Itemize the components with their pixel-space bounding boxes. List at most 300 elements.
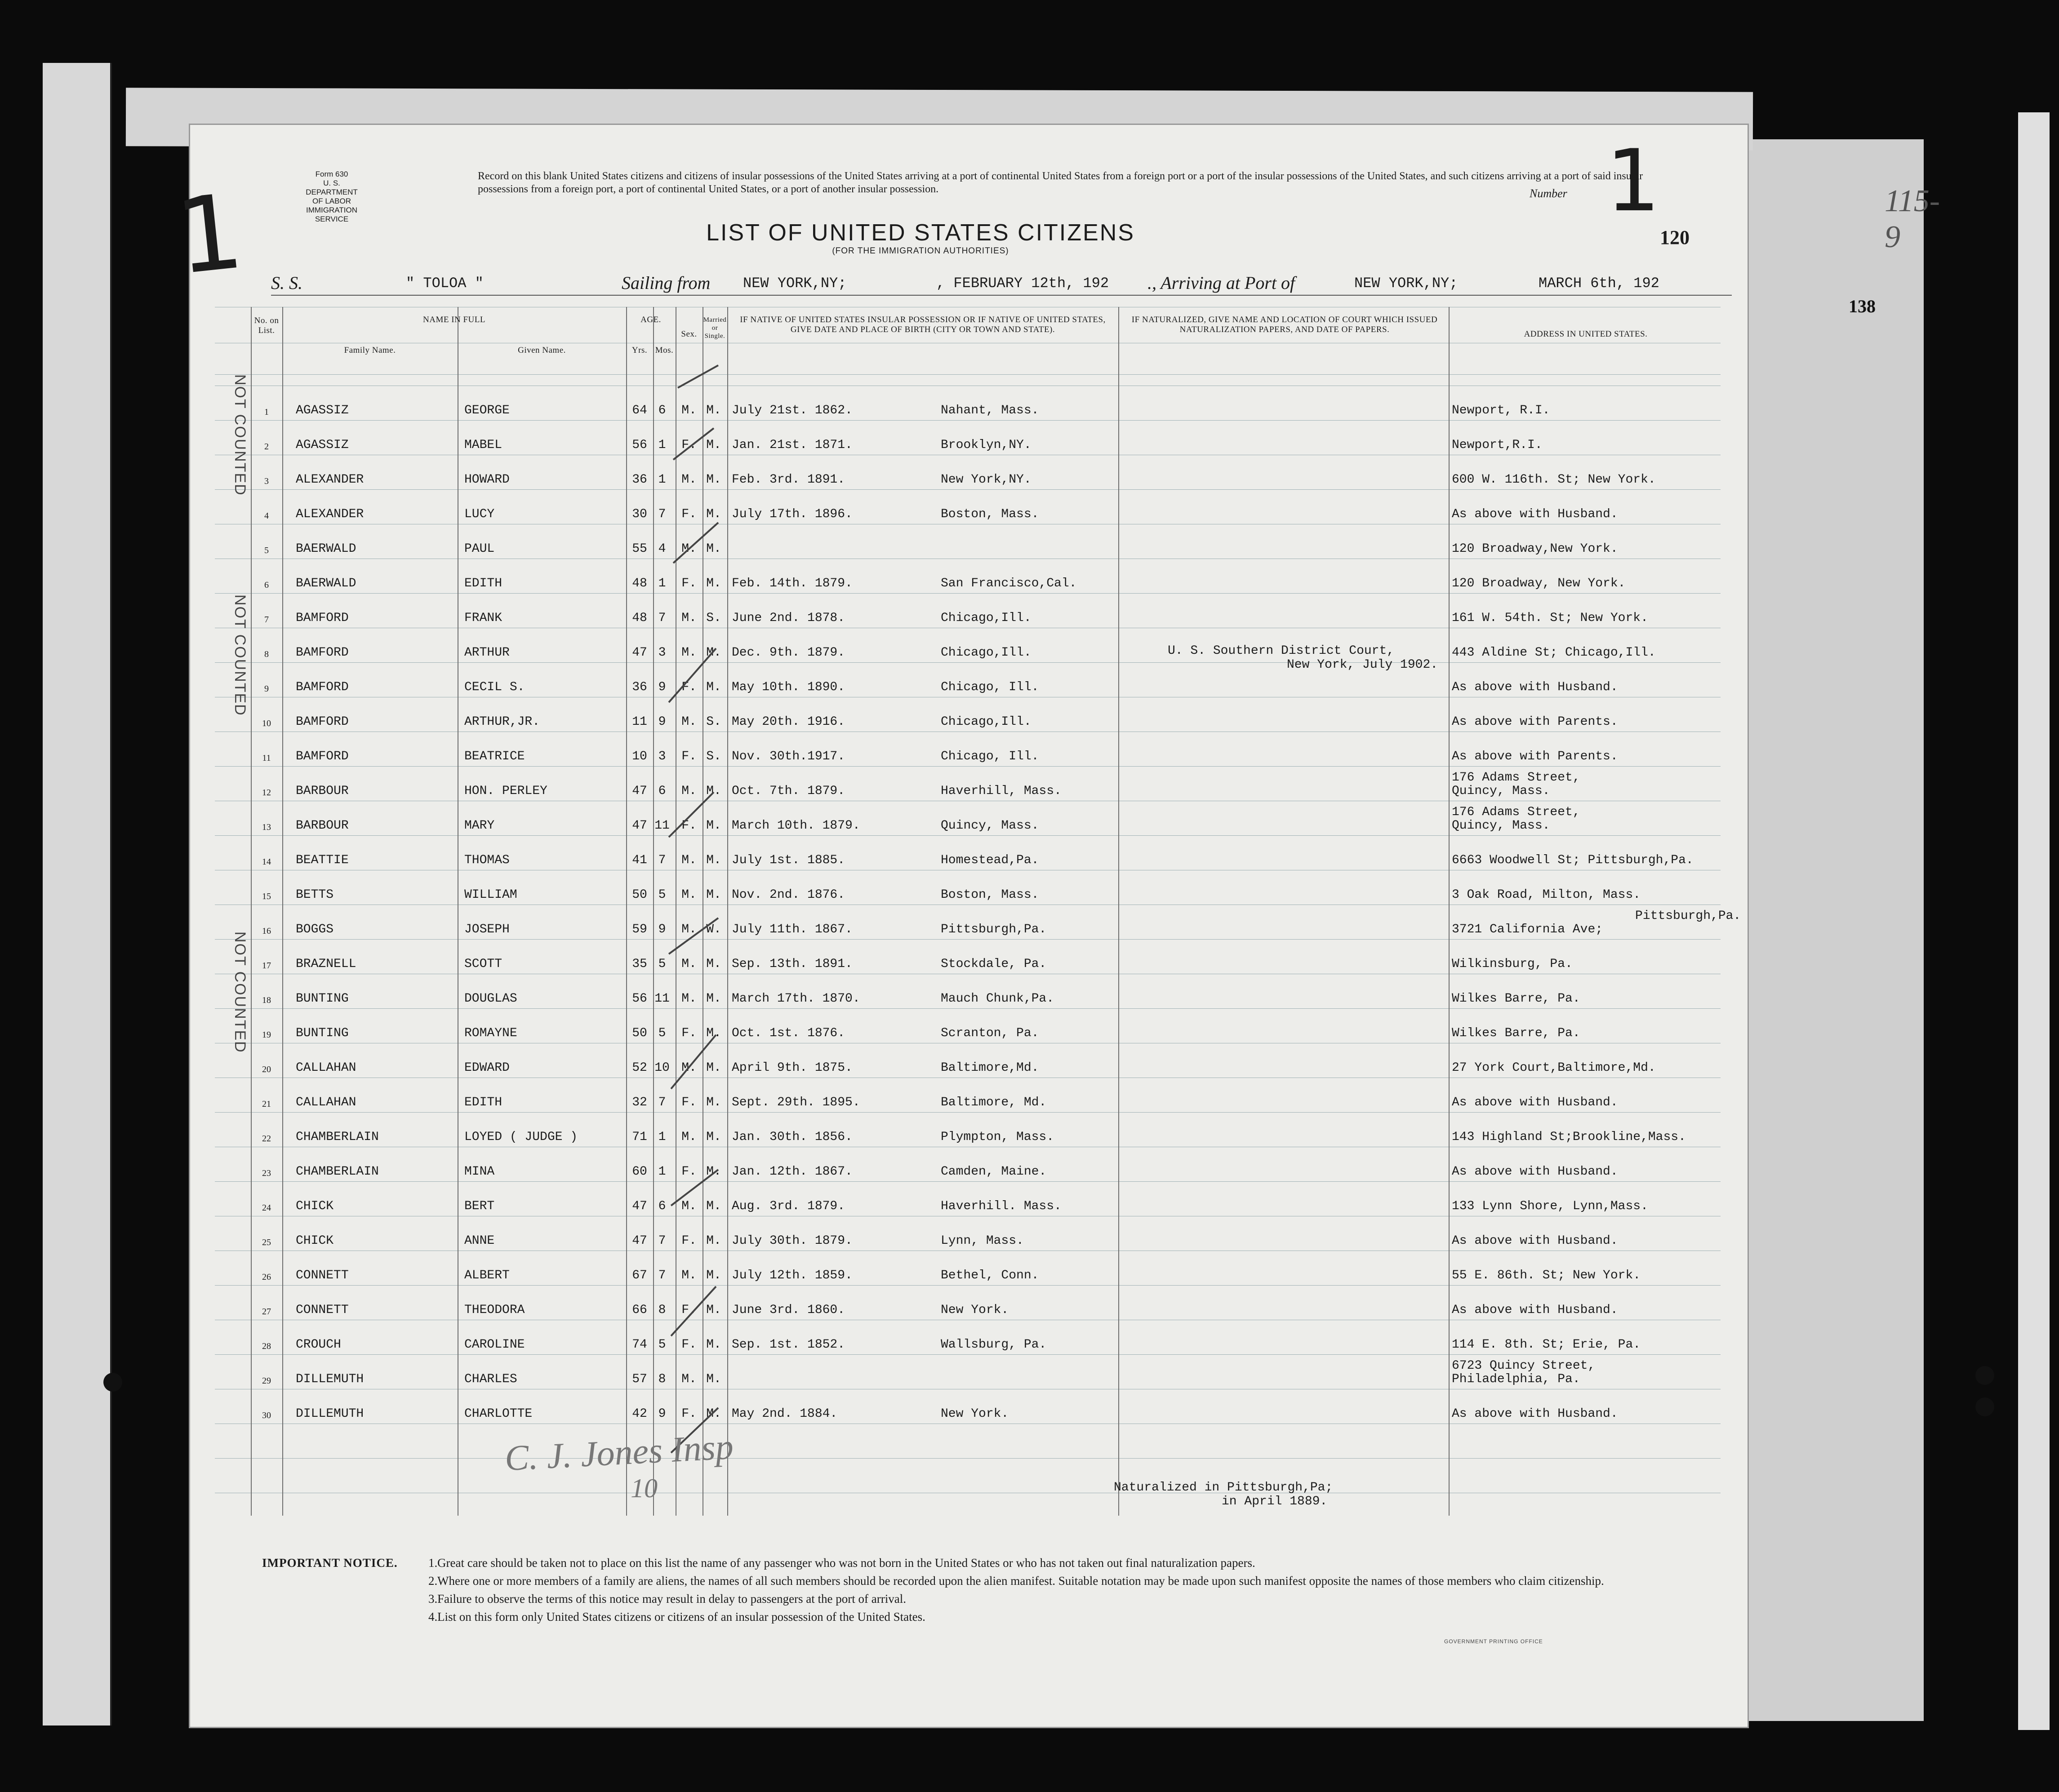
sex: F. xyxy=(681,1096,697,1109)
age-years: 11 xyxy=(632,715,647,729)
birth-place: Baltimore, Md. xyxy=(941,1096,1047,1109)
family-name: CALLAHAN xyxy=(296,1061,356,1075)
age-months: 1 xyxy=(658,438,666,452)
given-name: DOUGLAS xyxy=(464,992,517,1006)
header-no-on-list: No. on List. xyxy=(254,316,279,335)
naturalization-note xyxy=(1168,644,1438,672)
given-name: JOSEPH xyxy=(464,923,510,936)
birth-date: Sep. 13th. 1891. xyxy=(732,957,853,971)
given-name: CAROLINE xyxy=(464,1338,525,1352)
given-name: HON. PERLEY xyxy=(464,784,547,798)
given-name: HOWARD xyxy=(464,473,510,487)
us-address: Newport,R.I. xyxy=(1452,438,1543,452)
sex: F. xyxy=(681,750,697,763)
birth-place: Pittsburgh,Pa. xyxy=(941,923,1047,936)
table-row xyxy=(215,559,1721,593)
row-number: 22 xyxy=(262,1134,271,1144)
table-row xyxy=(215,1008,1721,1043)
sex: F. xyxy=(681,680,697,694)
us-address: 3 Oak Road, Milton, Mass. xyxy=(1452,888,1641,902)
us-address: As above with Parents. xyxy=(1452,715,1618,729)
birth-place: Baltimore,Md. xyxy=(941,1061,1039,1075)
us-address: Quincy, Mass. xyxy=(1452,784,1550,798)
not-counted-stamp: NOT COUNTED xyxy=(231,594,249,716)
given-name: ARTHUR xyxy=(464,646,510,660)
marital-status: M. xyxy=(706,1407,721,1421)
family-name: BARBOUR xyxy=(296,819,349,833)
binding-hole xyxy=(103,1373,122,1392)
notice-heading: IMPORTANT NOTICE. xyxy=(262,1556,398,1570)
birth-date: May 2nd. 1884. xyxy=(732,1407,838,1421)
birth-date: Feb. 14th. 1879. xyxy=(732,577,853,590)
us-address-line-1: 176 Adams Street, xyxy=(1452,771,1580,785)
given-name: MARY xyxy=(464,819,495,833)
age-months: 8 xyxy=(658,1372,666,1386)
birth-place: New York,NY. xyxy=(941,473,1032,487)
table-row xyxy=(215,766,1721,801)
birth-date: Sep. 1st. 1852. xyxy=(732,1338,845,1352)
us-address: 3721 California Ave; xyxy=(1452,923,1603,936)
given-name: ANNE xyxy=(464,1234,495,1248)
family-name: BEATTIE xyxy=(296,853,349,867)
sex: F. xyxy=(681,1303,697,1317)
given-name: LUCY xyxy=(464,507,495,521)
table-row xyxy=(215,1320,1721,1354)
marital-status: M. xyxy=(706,542,721,556)
age-years: 36 xyxy=(632,680,647,694)
birth-date: March 17th. 1870. xyxy=(732,992,860,1006)
notice-item-text: Where one or more members of a family are aliens, the names of all such members should be recorded upon the alien manifest. Suitable notation may be made upon such manifest opposite the names of those members who claim citizenship. xyxy=(437,1574,1604,1588)
age-months: 10 xyxy=(654,1061,670,1075)
table-row xyxy=(215,1354,1721,1389)
us-address: Quincy, Mass. xyxy=(1452,819,1550,833)
given-name: SCOTT xyxy=(464,957,503,971)
family-name: BAMFORD xyxy=(296,611,349,625)
table-row xyxy=(215,1251,1721,1285)
family-name: BAMFORD xyxy=(296,715,349,729)
age-years: 41 xyxy=(632,853,647,867)
row-number: 3 xyxy=(264,476,269,486)
page-number-secondary: 138 xyxy=(1849,296,1876,316)
given-name: THOMAS xyxy=(464,853,510,867)
birth-place: San Francisco,Cal. xyxy=(941,577,1077,590)
naturalization-note-line: Naturalized in Pittsburgh,Pa; xyxy=(1114,1481,1333,1495)
family-name: DILLEMUTH xyxy=(296,1372,364,1386)
birth-place: Haverhill. Mass. xyxy=(941,1199,1062,1213)
sex: F. xyxy=(681,1165,697,1179)
age-months: 8 xyxy=(658,1303,666,1317)
age-months: 1 xyxy=(658,1165,666,1179)
us-address: As above with Husband. xyxy=(1452,1234,1618,1248)
birth-place: Chicago,Ill. xyxy=(941,611,1032,625)
notice-item xyxy=(262,1608,1723,1626)
given-name: GEORGE xyxy=(464,404,510,417)
family-name: BUNTING xyxy=(296,992,349,1006)
table-row xyxy=(215,1043,1721,1078)
birth-date: May 10th. 1890. xyxy=(732,680,845,694)
table-row xyxy=(215,974,1721,1008)
row-number: 11 xyxy=(262,753,271,763)
row-number: 23 xyxy=(262,1168,271,1178)
marital-status: M. xyxy=(706,819,721,833)
sex: M. xyxy=(681,473,697,487)
family-name: CHAMBERLAIN xyxy=(296,1130,379,1144)
row-number: 28 xyxy=(262,1341,271,1351)
age-years: 48 xyxy=(632,611,647,625)
table-row xyxy=(215,732,1721,766)
header-age: AGE. xyxy=(640,315,661,324)
sex: M. xyxy=(681,1199,697,1213)
table-row xyxy=(215,524,1721,559)
birth-date: July 1st. 1885. xyxy=(732,853,845,867)
row-number: 27 xyxy=(262,1307,271,1317)
table-row xyxy=(215,1078,1721,1112)
us-address: 600 W. 116th. St; New York. xyxy=(1452,473,1656,487)
table-row xyxy=(215,628,1721,662)
family-name: BAMFORD xyxy=(296,680,349,694)
inspector-signature: C. J. Jones Insp xyxy=(504,1427,734,1479)
age-months: 6 xyxy=(658,404,666,417)
ship-name: " TOLOA " xyxy=(406,275,484,292)
us-address: As above with Parents. xyxy=(1452,750,1618,763)
family-name: CALLAHAN xyxy=(296,1096,356,1109)
birth-date: Nov. 2nd. 1876. xyxy=(732,888,845,902)
arriving-label: ., Arriving at Port of xyxy=(1147,273,1295,293)
sex: M. xyxy=(681,646,697,660)
ruled-line xyxy=(215,374,1721,375)
row-number: 15 xyxy=(262,892,271,901)
family-name: CONNETT xyxy=(296,1303,349,1317)
age-months: 7 xyxy=(658,507,666,521)
age-months: 3 xyxy=(658,750,666,763)
row-number: 20 xyxy=(262,1065,271,1074)
marital-status: M. xyxy=(706,473,721,487)
age-months: 9 xyxy=(658,1407,666,1421)
age-years: 59 xyxy=(632,923,647,936)
given-name: BERT xyxy=(464,1199,495,1213)
sex: M. xyxy=(681,923,697,936)
background-page-right xyxy=(1744,139,1924,1721)
sex: F. xyxy=(681,1234,697,1248)
ruled-line xyxy=(215,1458,1721,1459)
row-number: 5 xyxy=(264,546,269,555)
sex: F. xyxy=(681,438,697,452)
service-name: IMMIGRATION SERVICE xyxy=(306,206,357,223)
family-name: CHICK xyxy=(296,1234,334,1248)
us-address: 55 E. 86th. St; New York. xyxy=(1452,1269,1641,1282)
us-address: As above with Husband. xyxy=(1452,1407,1618,1421)
birth-date: June 2nd. 1878. xyxy=(732,611,845,625)
naturalization-note-line: New York, July 1902. xyxy=(1287,658,1438,672)
us-address: Philadelphia, Pa. xyxy=(1452,1372,1580,1386)
row-number: 1 xyxy=(264,407,269,417)
birth-date: July 21st. 1862. xyxy=(732,404,853,417)
family-name: CHICK xyxy=(296,1199,334,1213)
given-name: LOYED ( JUDGE ) xyxy=(464,1130,578,1144)
row-number: 17 xyxy=(262,961,271,971)
table-row xyxy=(215,905,1741,939)
sex: M. xyxy=(681,957,697,971)
birth-date: Oct. 7th. 1879. xyxy=(732,784,845,798)
family-name: DILLEMUTH xyxy=(296,1407,364,1421)
table-row xyxy=(215,835,1721,870)
given-name: EDWARD xyxy=(464,1061,510,1075)
marital-status: M. xyxy=(706,1269,721,1282)
birth-place: Brooklyn,NY. xyxy=(941,438,1032,452)
sex: M. xyxy=(681,715,697,729)
marital-status: M. xyxy=(706,1338,721,1352)
notice-item-number: 3. xyxy=(428,1592,438,1606)
row-number: 8 xyxy=(264,649,269,659)
notice-item xyxy=(262,1572,1723,1590)
table-row xyxy=(215,593,1721,628)
passenger-table xyxy=(215,307,1741,1516)
marital-status: M. xyxy=(706,853,721,867)
department-name: U. S. DEPARTMENT OF LABOR xyxy=(306,179,358,205)
age-months: 11 xyxy=(654,992,670,1006)
age-years: 35 xyxy=(632,957,647,971)
sex: M. xyxy=(681,888,697,902)
header-months: Mos. xyxy=(655,346,674,355)
naturalization-note-line: in April 1889. xyxy=(1222,1495,1328,1508)
age-months: 6 xyxy=(658,784,666,798)
header-given-name: Given Name. xyxy=(518,346,566,355)
birth-place: New York. xyxy=(941,1407,1009,1421)
birth-place: Stockdale, Pa. xyxy=(941,957,1047,971)
sex: M. xyxy=(681,404,697,417)
age-years: 47 xyxy=(632,784,647,798)
given-name: FRANK xyxy=(464,611,503,625)
family-name: BAMFORD xyxy=(296,646,349,660)
birth-place: Homestead,Pa. xyxy=(941,853,1039,867)
sex: M. xyxy=(681,992,697,1006)
table-row xyxy=(215,489,1721,524)
birth-date: Jan. 21st. 1871. xyxy=(732,438,853,452)
age-years: 50 xyxy=(632,1026,647,1040)
us-address: 120 Broadway,New York. xyxy=(1452,542,1618,556)
age-years: 47 xyxy=(632,819,647,833)
age-years: 47 xyxy=(632,1199,647,1213)
sailing-date: , FEBRUARY 12th, 192 xyxy=(936,275,1109,292)
given-name: WILLIAM xyxy=(464,888,517,902)
age-months: 1 xyxy=(658,473,666,487)
number-value: 1 xyxy=(1606,131,1660,231)
birth-place: Quincy, Mass. xyxy=(941,819,1039,833)
row-number: 18 xyxy=(262,995,271,1005)
table-row xyxy=(215,801,1721,835)
row-number: 29 xyxy=(262,1376,271,1386)
age-years: 47 xyxy=(632,1234,647,1248)
row-number: 4 xyxy=(264,511,269,521)
table-row xyxy=(215,1181,1721,1216)
birth-date: July 11th. 1867. xyxy=(732,923,853,936)
table-row xyxy=(215,1285,1721,1320)
sailing-from-label: Sailing from xyxy=(622,273,711,293)
us-address: 143 Highland St;Brookline,Mass. xyxy=(1452,1130,1686,1144)
sex: M. xyxy=(681,542,697,556)
age-months: 7 xyxy=(658,1096,666,1109)
sex: F. xyxy=(681,1407,697,1421)
us-address: As above with Husband. xyxy=(1452,507,1618,521)
birth-date: May 20th. 1916. xyxy=(732,715,845,729)
age-years: 48 xyxy=(632,577,647,590)
manifest-sheet xyxy=(170,124,1940,1728)
us-address: Wilkinsburg, Pa. xyxy=(1452,957,1573,971)
table-row xyxy=(215,1112,1721,1147)
header-family-name: Family Name. xyxy=(344,346,396,355)
naturalization-note-line: U. S. Southern District Court, xyxy=(1168,644,1395,658)
header-naturalization: IF NATURALIZED, GIVE NAME AND LOCATION OF COURT WHICH ISSUED NATURALIZATION PAPERS, AND DATE OF PAPERS. xyxy=(1131,315,1438,334)
age-years: 52 xyxy=(632,1061,647,1075)
age-years: 30 xyxy=(632,507,647,521)
row-number: 21 xyxy=(262,1099,271,1109)
us-address: 6663 Woodwell St; Pittsburgh,Pa. xyxy=(1452,853,1694,867)
table-row xyxy=(215,420,1721,455)
age-months: 9 xyxy=(658,680,666,694)
birth-place: Haverhill, Mass. xyxy=(941,784,1062,798)
row-number: 9 xyxy=(264,684,269,694)
instructions-text: Record on this blank United States citizens and citizens of insular possessions of the United States arriving at a port of continental United States from a foreign port or a port of the insular possessions of the United States, and such citizens arriving at a port of said insular possessions from a foreign port, a port of continental United States, or a port of another insular possession. xyxy=(478,170,1643,195)
birth-date: April 9th. 1875. xyxy=(732,1061,853,1075)
us-address: 114 E. 8th. St; Erie, Pa. xyxy=(1452,1338,1641,1352)
marital-status: M. xyxy=(706,438,721,452)
marital-status: M. xyxy=(706,507,721,521)
signature-annotation: 10 xyxy=(631,1473,658,1503)
ss-label: S. S. xyxy=(271,273,302,293)
family-name: BAERWALD xyxy=(296,577,356,590)
age-years: 57 xyxy=(632,1372,647,1386)
row-number: 16 xyxy=(262,926,271,936)
header-sex: Sex. xyxy=(681,329,697,339)
age-years: 74 xyxy=(632,1338,647,1352)
birth-date: July 17th. 1896. xyxy=(732,507,853,521)
age-months: 5 xyxy=(658,1026,666,1040)
birth-place: Chicago, Ill. xyxy=(941,680,1039,694)
us-address: 27 York Court,Baltimore,Md. xyxy=(1452,1061,1656,1075)
age-years: 47 xyxy=(632,646,647,660)
us-address-line-1: 6723 Quincy Street, xyxy=(1452,1359,1596,1373)
birth-place: Chicago,Ill. xyxy=(941,646,1032,660)
marital-status: M. xyxy=(706,1234,721,1248)
birth-date: Sept. 29th. 1895. xyxy=(732,1096,860,1109)
table-row xyxy=(215,662,1721,697)
marital-status: M. xyxy=(706,784,721,798)
naturalization-note xyxy=(1114,1481,1333,1508)
birth-date: July 30th. 1879. xyxy=(732,1234,853,1248)
notice-item-text: Failure to observe the terms of this notice may result in delay to passengers at the port of arrival. xyxy=(437,1592,906,1606)
birth-place: New York. xyxy=(941,1303,1009,1317)
birth-date: Jan. 12th. 1867. xyxy=(732,1165,853,1179)
birth-place: Boston, Mass. xyxy=(941,888,1039,902)
table-row xyxy=(215,870,1721,905)
age-years: 55 xyxy=(632,542,647,556)
family-name: BAERWALD xyxy=(296,542,356,556)
marital-status: M. xyxy=(706,1096,721,1109)
header-married-single: Married or Single. xyxy=(703,316,727,340)
table-row xyxy=(215,455,1721,489)
age-years: 56 xyxy=(632,992,647,1006)
important-notice xyxy=(262,1554,1723,1626)
background-page-left xyxy=(43,63,112,1725)
number-label: Number xyxy=(1530,187,1567,200)
birth-place: Camden, Maine. xyxy=(941,1165,1047,1179)
age-years: 64 xyxy=(632,404,647,417)
notice-item xyxy=(262,1590,1723,1608)
us-address: 133 Lynn Shore, Lynn,Mass. xyxy=(1452,1199,1648,1213)
us-address: 120 Broadway, New York. xyxy=(1452,577,1626,590)
age-months: 1 xyxy=(658,1130,666,1144)
form-identifier xyxy=(300,170,363,224)
birth-place: Chicago,Ill. xyxy=(941,715,1032,729)
header-address: ADDRESS IN UNITED STATES. xyxy=(1524,329,1648,339)
given-name: ROMAYNE xyxy=(464,1026,517,1040)
birth-place: Wallsburg, Pa. xyxy=(941,1338,1047,1352)
printer-mark: GOVERNMENT PRINTING OFFICE xyxy=(1444,1638,1543,1645)
age-months: 7 xyxy=(658,1269,666,1282)
given-name: ALBERT xyxy=(464,1269,510,1282)
age-years: 56 xyxy=(632,438,647,452)
us-address: As above with Husband. xyxy=(1452,1303,1618,1317)
age-months: 7 xyxy=(658,853,666,867)
birth-date: Nov. 30th.1917. xyxy=(732,750,845,763)
notice-item-text: List on this form only United States citizens or citizens of an insular possession of the United States. xyxy=(437,1610,925,1623)
sailing-line xyxy=(271,272,1732,296)
marital-status: W. xyxy=(706,923,721,936)
birth-place: Chicago, Ill. xyxy=(941,750,1039,763)
sex: M. xyxy=(681,1130,697,1144)
marital-status: S. xyxy=(706,750,721,763)
given-name: BEATRICE xyxy=(464,750,525,763)
birth-date: Dec. 9th. 1879. xyxy=(732,646,845,660)
age-months: 5 xyxy=(658,957,666,971)
sex: F. xyxy=(681,1338,697,1352)
sex: M. xyxy=(681,1269,697,1282)
us-address: Wilkes Barre, Pa. xyxy=(1452,992,1580,1006)
birth-date: July 12th. 1859. xyxy=(732,1269,853,1282)
sex: F. xyxy=(681,819,697,833)
notice-item-text: Great care should be taken not to place on this list the name of any passenger who was not born in the United States or who has not taken out final naturalization papers. xyxy=(437,1556,1255,1570)
row-number: 19 xyxy=(262,1030,271,1040)
birth-date: Feb. 3rd. 1891. xyxy=(732,473,845,487)
given-name: PAUL xyxy=(464,542,495,556)
marital-status: M. xyxy=(706,646,721,660)
binding-hole xyxy=(1975,1397,1994,1416)
family-name: ALEXANDER xyxy=(296,473,364,487)
birth-place: Nahant, Mass. xyxy=(941,404,1039,417)
marital-status: M. xyxy=(706,1026,721,1040)
age-years: 36 xyxy=(632,473,647,487)
tally-marks xyxy=(660,361,732,1511)
sex: M. xyxy=(681,1372,697,1386)
row-number: 7 xyxy=(264,615,269,625)
birth-place: Plympton, Mass. xyxy=(941,1130,1054,1144)
birth-place: Scranton, Pa. xyxy=(941,1026,1039,1040)
family-name: CROUCH xyxy=(296,1338,341,1352)
age-months: 7 xyxy=(658,611,666,625)
given-name: EDITH xyxy=(464,577,503,590)
family-name: BRAZNELL xyxy=(296,957,356,971)
age-months: 1 xyxy=(658,577,666,590)
birth-place: Lynn, Mass. xyxy=(941,1234,1024,1248)
age-months: 5 xyxy=(658,888,666,902)
notice-item-number: 4. xyxy=(428,1610,438,1623)
age-months: 7 xyxy=(658,1234,666,1248)
handwritten-list-number: 1 xyxy=(170,172,249,298)
given-name: THEODORA xyxy=(464,1303,525,1317)
birth-date: June 3rd. 1860. xyxy=(732,1303,845,1317)
birth-date: Jan. 30th. 1856. xyxy=(732,1130,853,1144)
table-row xyxy=(215,1147,1721,1181)
